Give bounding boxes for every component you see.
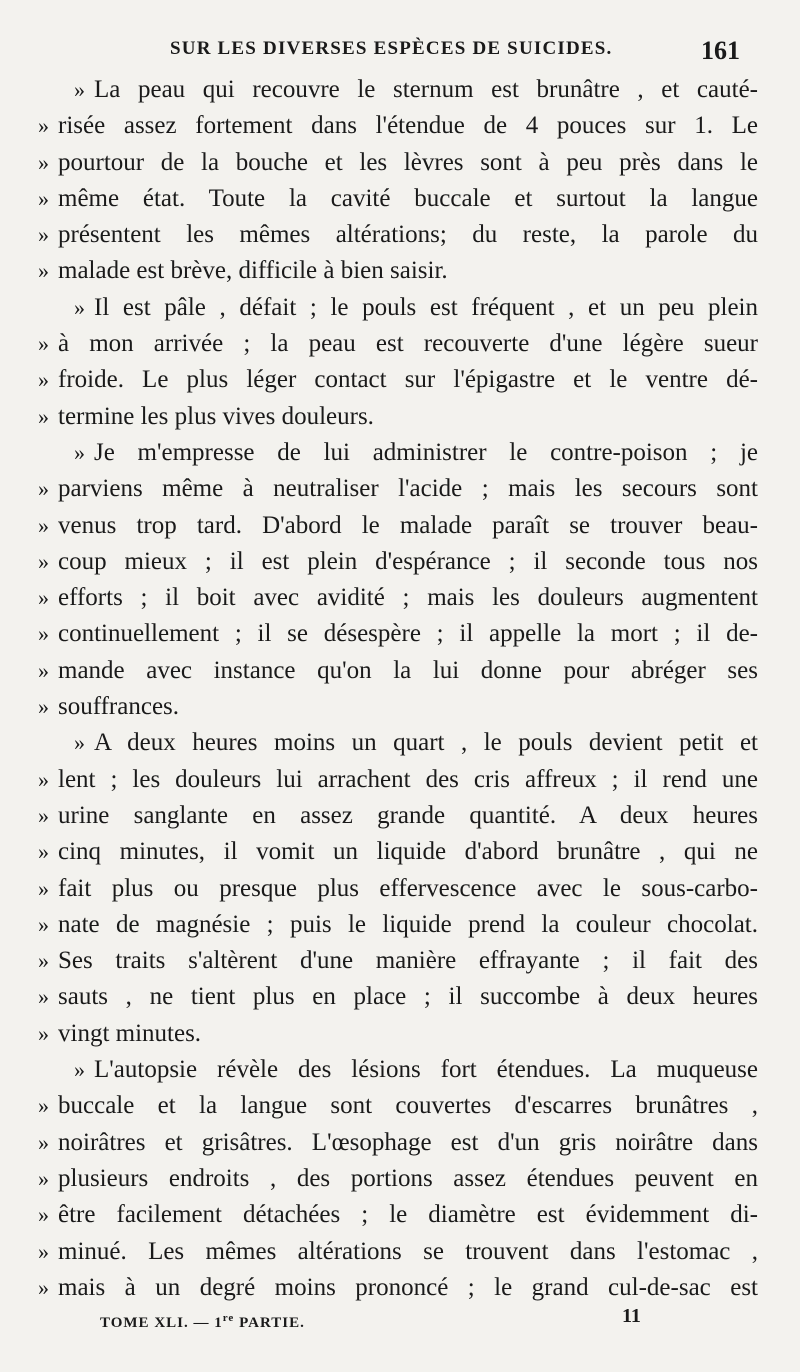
quote-mark: »: [74, 294, 85, 320]
line-text: à mon arrivée ; la peau est recouverte d'une légère sueur: [58, 330, 758, 358]
line-text: cinq minutes, il vomit un liquide d'abord brunâtre , qui ne: [58, 838, 758, 866]
line-text: malade est brève, difficile à bien saisir.: [58, 257, 448, 285]
page-number: 161: [701, 36, 740, 65]
quote-mark: »: [38, 694, 49, 720]
text-line: [38, 1161, 758, 1197]
line-text: fait plus ou presque plus effervescence avec le sous-carbo-: [58, 874, 758, 902]
text-line: [38, 798, 758, 834]
text-line: [38, 1197, 758, 1233]
quote-mark: »: [38, 258, 49, 284]
text-line: [38, 762, 758, 798]
line-text: Je m'empresse de lui administrer le contre-poison ; je: [94, 438, 758, 466]
line-text: lent ; les douleurs lui arrachent des cris affreux ; il rend une: [58, 765, 758, 793]
line-text: minué. Les mêmes altérations se trouvent dans l'estomac ,: [58, 1237, 758, 1265]
line-text: continuellement ; il se désespère ; il appelle la mort ; il de-: [58, 620, 758, 648]
quote-mark: »: [38, 1274, 49, 1300]
quote-mark: »: [74, 730, 85, 756]
quote-mark: »: [38, 548, 49, 574]
line-text: venus trop tard. D'abord le malade paraît se trouver beau-: [58, 511, 758, 539]
quote-mark: »: [38, 1129, 49, 1155]
text-line: [38, 1125, 758, 1161]
line-text: froide. Le plus léger contact sur l'épigastre et le ventre dé-: [58, 366, 758, 394]
line-text: sauts , ne tient plus en place ; il succombe à deux heures: [58, 983, 758, 1011]
line-text: présentent les mêmes altérations; du reste, la parole du: [58, 221, 758, 249]
quote-mark: »: [38, 331, 49, 357]
text-line: [38, 979, 758, 1015]
line-text: urine sanglante en assez grande quantité. A deux heures: [58, 801, 758, 829]
line-text: buccale et la langue sont couvertes d'escarres brunâtres ,: [58, 1092, 758, 1120]
text-line: [38, 508, 758, 544]
quote-mark: »: [38, 1093, 49, 1119]
line-text: risée assez fortement dans l'étendue de 4 pouces sur 1. Le: [58, 112, 758, 140]
quote-mark: »: [38, 657, 49, 683]
text-line: [38, 290, 758, 326]
text-line: [38, 1270, 758, 1306]
line-text: être facilement détachées ; le diamètre est évidemment di-: [58, 1201, 758, 1229]
text-line: [38, 1016, 758, 1052]
text-line: [38, 1088, 758, 1124]
quote-mark: »: [38, 1165, 49, 1191]
body-text: [38, 72, 758, 1306]
text-line: [38, 943, 758, 979]
text-line: [38, 871, 758, 907]
line-text: termine les plus vives douleurs.: [58, 402, 374, 430]
line-text: souffrances.: [58, 693, 180, 721]
line-text: mande avec instance qu'on la lui donne pour abréger ses: [58, 656, 758, 684]
text-line: [38, 72, 758, 108]
quote-mark: »: [74, 1057, 85, 1083]
footer-volume-label: [100, 1312, 305, 1332]
line-text: plusieurs endroits , des portions assez étendues peuvent en: [58, 1164, 758, 1192]
footer-tome: TOME XLI. — 1: [100, 1315, 223, 1331]
text-line: [38, 362, 758, 398]
quote-mark: »: [38, 911, 49, 937]
line-text: A deux heures moins un quart , le pouls devient petit et: [94, 729, 758, 757]
quote-mark: »: [38, 1202, 49, 1228]
line-text: nate de magnésie ; puis le liquide prend la couleur chocolat.: [58, 910, 758, 938]
text-line: [38, 108, 758, 144]
text-line: [38, 217, 758, 253]
quote-mark: »: [38, 476, 49, 502]
quote-mark: »: [38, 839, 49, 865]
quote-mark: »: [38, 585, 49, 611]
running-title: SUR LES DIVERSES ESPÈCES DE SUICIDES.: [170, 38, 613, 59]
text-line: [38, 326, 758, 362]
footer-partie: PARTIE.: [234, 1315, 305, 1331]
text-line: [38, 1234, 758, 1270]
line-text: La peau qui recouvre le sternum est brunâtre , et cauté-: [94, 76, 758, 103]
quote-mark: »: [38, 1238, 49, 1264]
line-text: coup mieux ; il est plein d'espérance ; il seconde tous nos: [58, 547, 758, 575]
line-text: L'autopsie révèle des lésions fort étendues. La muqueuse: [94, 1056, 758, 1084]
quote-mark: »: [38, 149, 49, 175]
quote-mark: »: [38, 113, 49, 139]
text-line: [38, 471, 758, 507]
quote-mark: »: [38, 766, 49, 792]
quote-mark: »: [38, 984, 49, 1010]
quote-mark: »: [38, 185, 49, 211]
line-text: Il est pâle , défait ; le pouls est fréquent , et un peu plein: [94, 293, 758, 321]
text-line: [38, 181, 758, 217]
quote-mark: »: [38, 802, 49, 828]
text-line: [38, 616, 758, 652]
line-text: noirâtres et grisâtres. L'œsophage est d'un gris noirâtre dans: [58, 1128, 758, 1156]
text-line: [38, 580, 758, 616]
footer-tome-superscript: re: [222, 1312, 235, 1324]
text-line: [38, 253, 758, 289]
quote-mark: »: [38, 1020, 49, 1046]
text-line: [38, 399, 758, 435]
quote-mark: »: [74, 77, 85, 102]
text-line: [38, 907, 758, 943]
quote-mark: »: [38, 367, 49, 393]
line-text: vingt minutes.: [58, 1019, 202, 1047]
text-line: [38, 653, 758, 689]
quote-mark: »: [38, 875, 49, 901]
signature-mark: 11: [622, 1305, 641, 1327]
quote-mark: »: [38, 948, 49, 974]
quote-mark: »: [38, 512, 49, 538]
line-text: même état. Toute la cavité buccale et surtout la langue: [58, 184, 758, 212]
text-line: [38, 435, 758, 471]
text-line: [38, 145, 758, 181]
text-line: [38, 1052, 758, 1088]
line-text: pourtour de la bouche et les lèvres sont à peu près dans le: [58, 148, 758, 176]
quote-mark: »: [38, 621, 49, 647]
text-line: [38, 725, 758, 761]
text-line: [38, 544, 758, 580]
text-line: [38, 834, 758, 870]
quote-mark: »: [74, 439, 85, 465]
quote-mark: »: [38, 403, 49, 429]
line-text: Ses traits s'altèrent d'une manière effrayante ; il fait des: [58, 947, 758, 975]
line-text: parviens même à neutraliser l'acide ; mais les secours sont: [58, 475, 758, 503]
quote-mark: »: [38, 222, 49, 248]
line-text: mais à un degré moins prononcé ; le grand cul-de-sac est: [58, 1273, 758, 1301]
text-line: [38, 689, 758, 725]
line-text: efforts ; il boit avec avidité ; mais les douleurs augmentent: [58, 584, 758, 612]
